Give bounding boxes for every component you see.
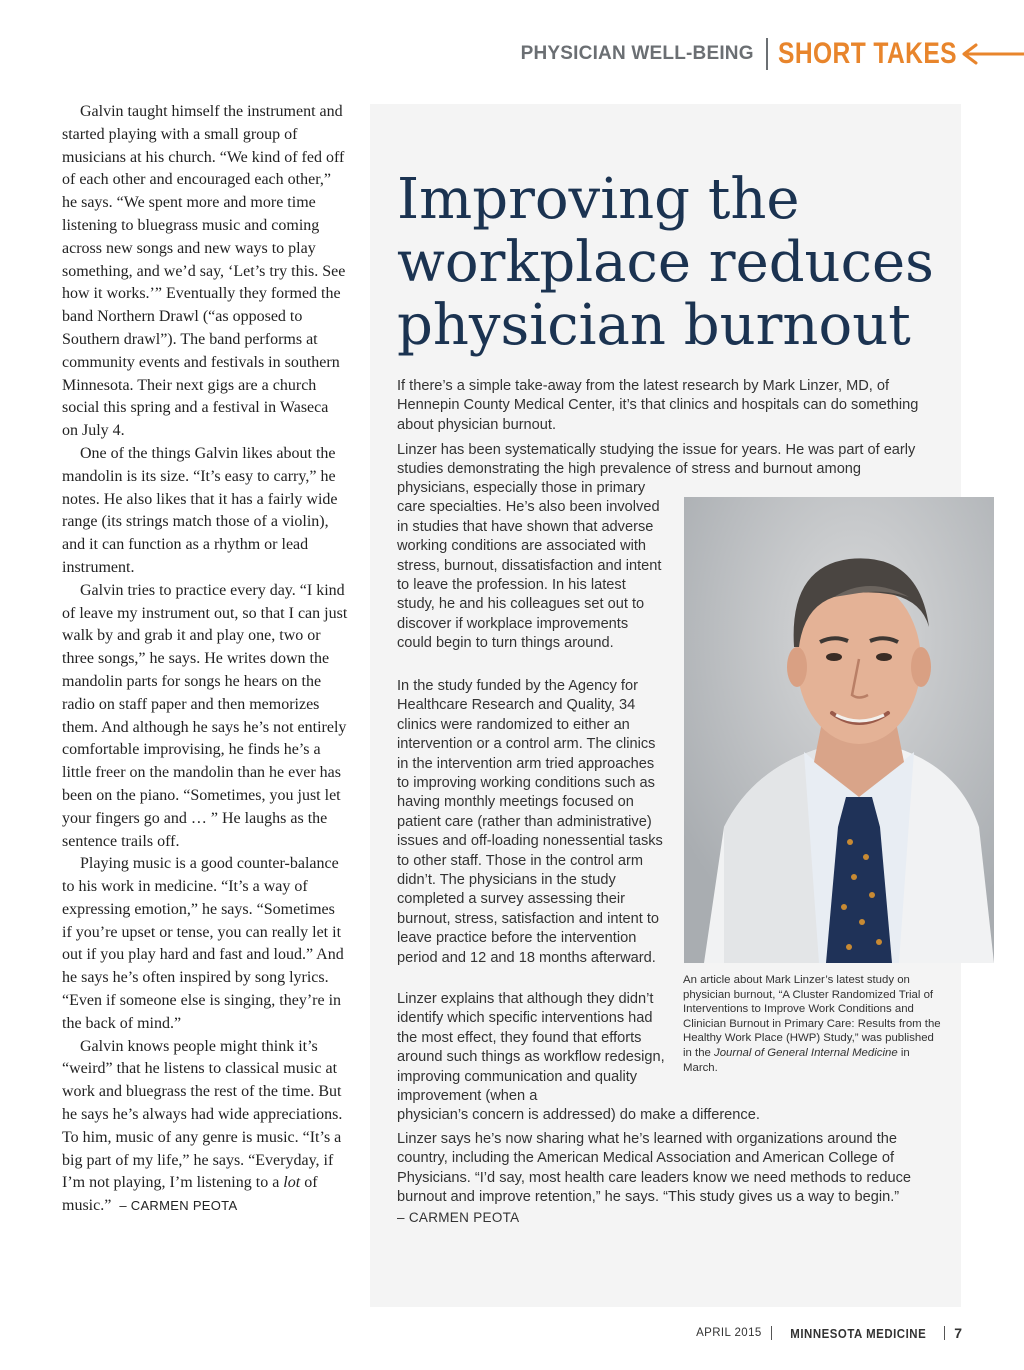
header-divider <box>766 38 768 70</box>
article-paragraph-2-lead: Linzer has been systematically studying the issue for years. He was part of early studies demonstrating the high prevalence of stress and burnout among <box>397 442 916 478</box>
caption-journal: Journal of General Internal Medicine <box>714 1046 898 1059</box>
article-paragraph-5: Linzer says he’s now sharing what he’s learned with organizations around the country, including the American Medical Association and American College of Physicians. “I’d say, most health care leaders know we need methods to reduce burnout and improve retention,” he says. “This study gives us a way to begin.” <box>397 1131 912 1206</box>
article-paragraph-4-tail: physician’s concern is addressed) do make a difference. <box>397 1107 760 1123</box>
article-byline: – CARMEN PEOTA <box>397 1210 520 1225</box>
article-paragraph-3: In the study funded by the Agency for Healthcare Research and Quality, 34 clinics were randomized to either an intervention or a control arm. The clinics in the intervention arm tried approaches to improving working conditions such as having monthly meetings focused on patient care (rather than administrative) issues and off-loading nonessential tasks to other staff. Those in the control arm didn’t. The physicians in the study completed a survey assessing their burnout, stress, satisfaction and intent to leave practice before the intervention period and 12 and 18 months afterward. <box>397 678 663 966</box>
author-portrait-photo <box>684 497 994 963</box>
headline-line-2: workplace reduces <box>397 230 934 295</box>
left-paragraph-3: Galvin tries to practice every day. “I kind of leave my instrument out, so that I can just walk by and grab it and play one, two or three songs,” he says. He writes down the mandolin parts for songs he hears on the radio on staff paper and then memorizes them. And although he says he’s not entirely comfortable improvising, he finds he’s a little freer on the mandolin than he ever has been on the piano. “Sometimes, you just let your fingers go and … ” He laughs as the sentence trails off. <box>62 581 348 850</box>
footer-publication: MINNESOTA MEDICINE <box>789 1325 926 1341</box>
article-intro: If there’s a simple take-away from the latest research by Mark Linzer, MD, of Hennepin County Medical Center, it’s that clinics and hospitals can do something about physician burnout. <box>397 378 919 433</box>
section-tag: SHORT TAKES <box>777 37 957 70</box>
footer-divider <box>944 1326 945 1340</box>
left-paragraph-5-text: Galvin knows people might think it’s “weird” that he listens to classical music at work and bluegrass the rest of the time. But he says he’s always had wide appreciations. To him, music of any genre is music. “It’s a big part of my life,” he says. “Everyday, if I’m not playing, I’m listening to a <box>62 1037 343 1192</box>
photo-caption <box>683 973 945 1075</box>
footer-page-number: 7 <box>954 1325 962 1341</box>
footer-divider <box>771 1326 772 1340</box>
article-headline <box>397 168 937 357</box>
article-paragraph-4-wrap: Linzer explains that although they didn’t identify which specific interventions had the most effect, they found that efforts around such things as workflow redesign, improving communication and quality improvement (when a <box>397 991 665 1105</box>
left-column-article <box>62 101 348 1218</box>
headline-line-3: physician burnout <box>397 293 911 358</box>
left-paragraph-1: Galvin taught himself the instrument and started playing with a small group of musicians at his church. “We kind of fed off of each other and encouraged each other,” he says. “We spent more and more time listening to bluegrass music and coming across new songs and new ways to play something, and we’d say, ‘Let’s try this. See how it works.’” Eventually they formed the band Northern Drawl (“as opposed to Southern drawl”). The band performs at community events and festivals in southern Minnesota. Their next gigs are a church social this spring and a festival in Waseca on July 4. <box>62 103 346 440</box>
page-footer <box>696 1325 962 1341</box>
caption-end: in March. <box>683 1046 910 1074</box>
left-paragraph-5-end: of music.” <box>62 1174 318 1215</box>
left-arrow-icon <box>962 42 1024 66</box>
left-byline: – CARMEN PEOTA <box>119 1198 238 1214</box>
section-label: PHYSICIAN WELL-BEING <box>520 43 754 64</box>
article-paragraph-2-wrap: physicians, especially those in primary care specialties. He’s also been involved in studies that have shown that adverse working conditions are associated with stress, burnout, dissatisfaction and intent to leave the profession. In his latest study, he and his colleagues set out to discover if workplace improvements could begin to turn things around. <box>397 480 662 652</box>
footer-issue-date: APRIL 2015 <box>696 1327 762 1339</box>
section-header <box>521 36 1024 72</box>
left-paragraph-2: One of the things Galvin likes about the mandolin is its size. “It’s easy to carry,” he notes. He also likes that it has a fairly wide range (its strings match those of a violin), and it can function as a rhythm or lead instrument. <box>62 444 338 576</box>
left-paragraph-4: Playing music is a good counter-balance to his work in medicine. “It’s a way of expressing emotion,” he says. “Sometimes if you’re upset or tense, you can really let it out if you play hard and fast and loud.” And he says he’s often inspired by song lyrics. “Even if someone else is singing, they’re in the back of mind.” <box>62 855 344 1032</box>
portrait-illustration <box>684 497 994 963</box>
left-paragraph-5 <box>62 1036 348 1218</box>
left-paragraph-5-emphasis: lot <box>283 1174 301 1192</box>
headline-line-1: Improving the <box>397 167 800 232</box>
caption-text: An article about Mark Linzer’s latest study on physician burnout, “A Cluster Randomized Trial of Interventions to Improve Work Conditions and Clinician Burnout in Primary Care: Results from the Healthy Work Place (HWP) Study,” was published in the <box>683 974 941 1059</box>
